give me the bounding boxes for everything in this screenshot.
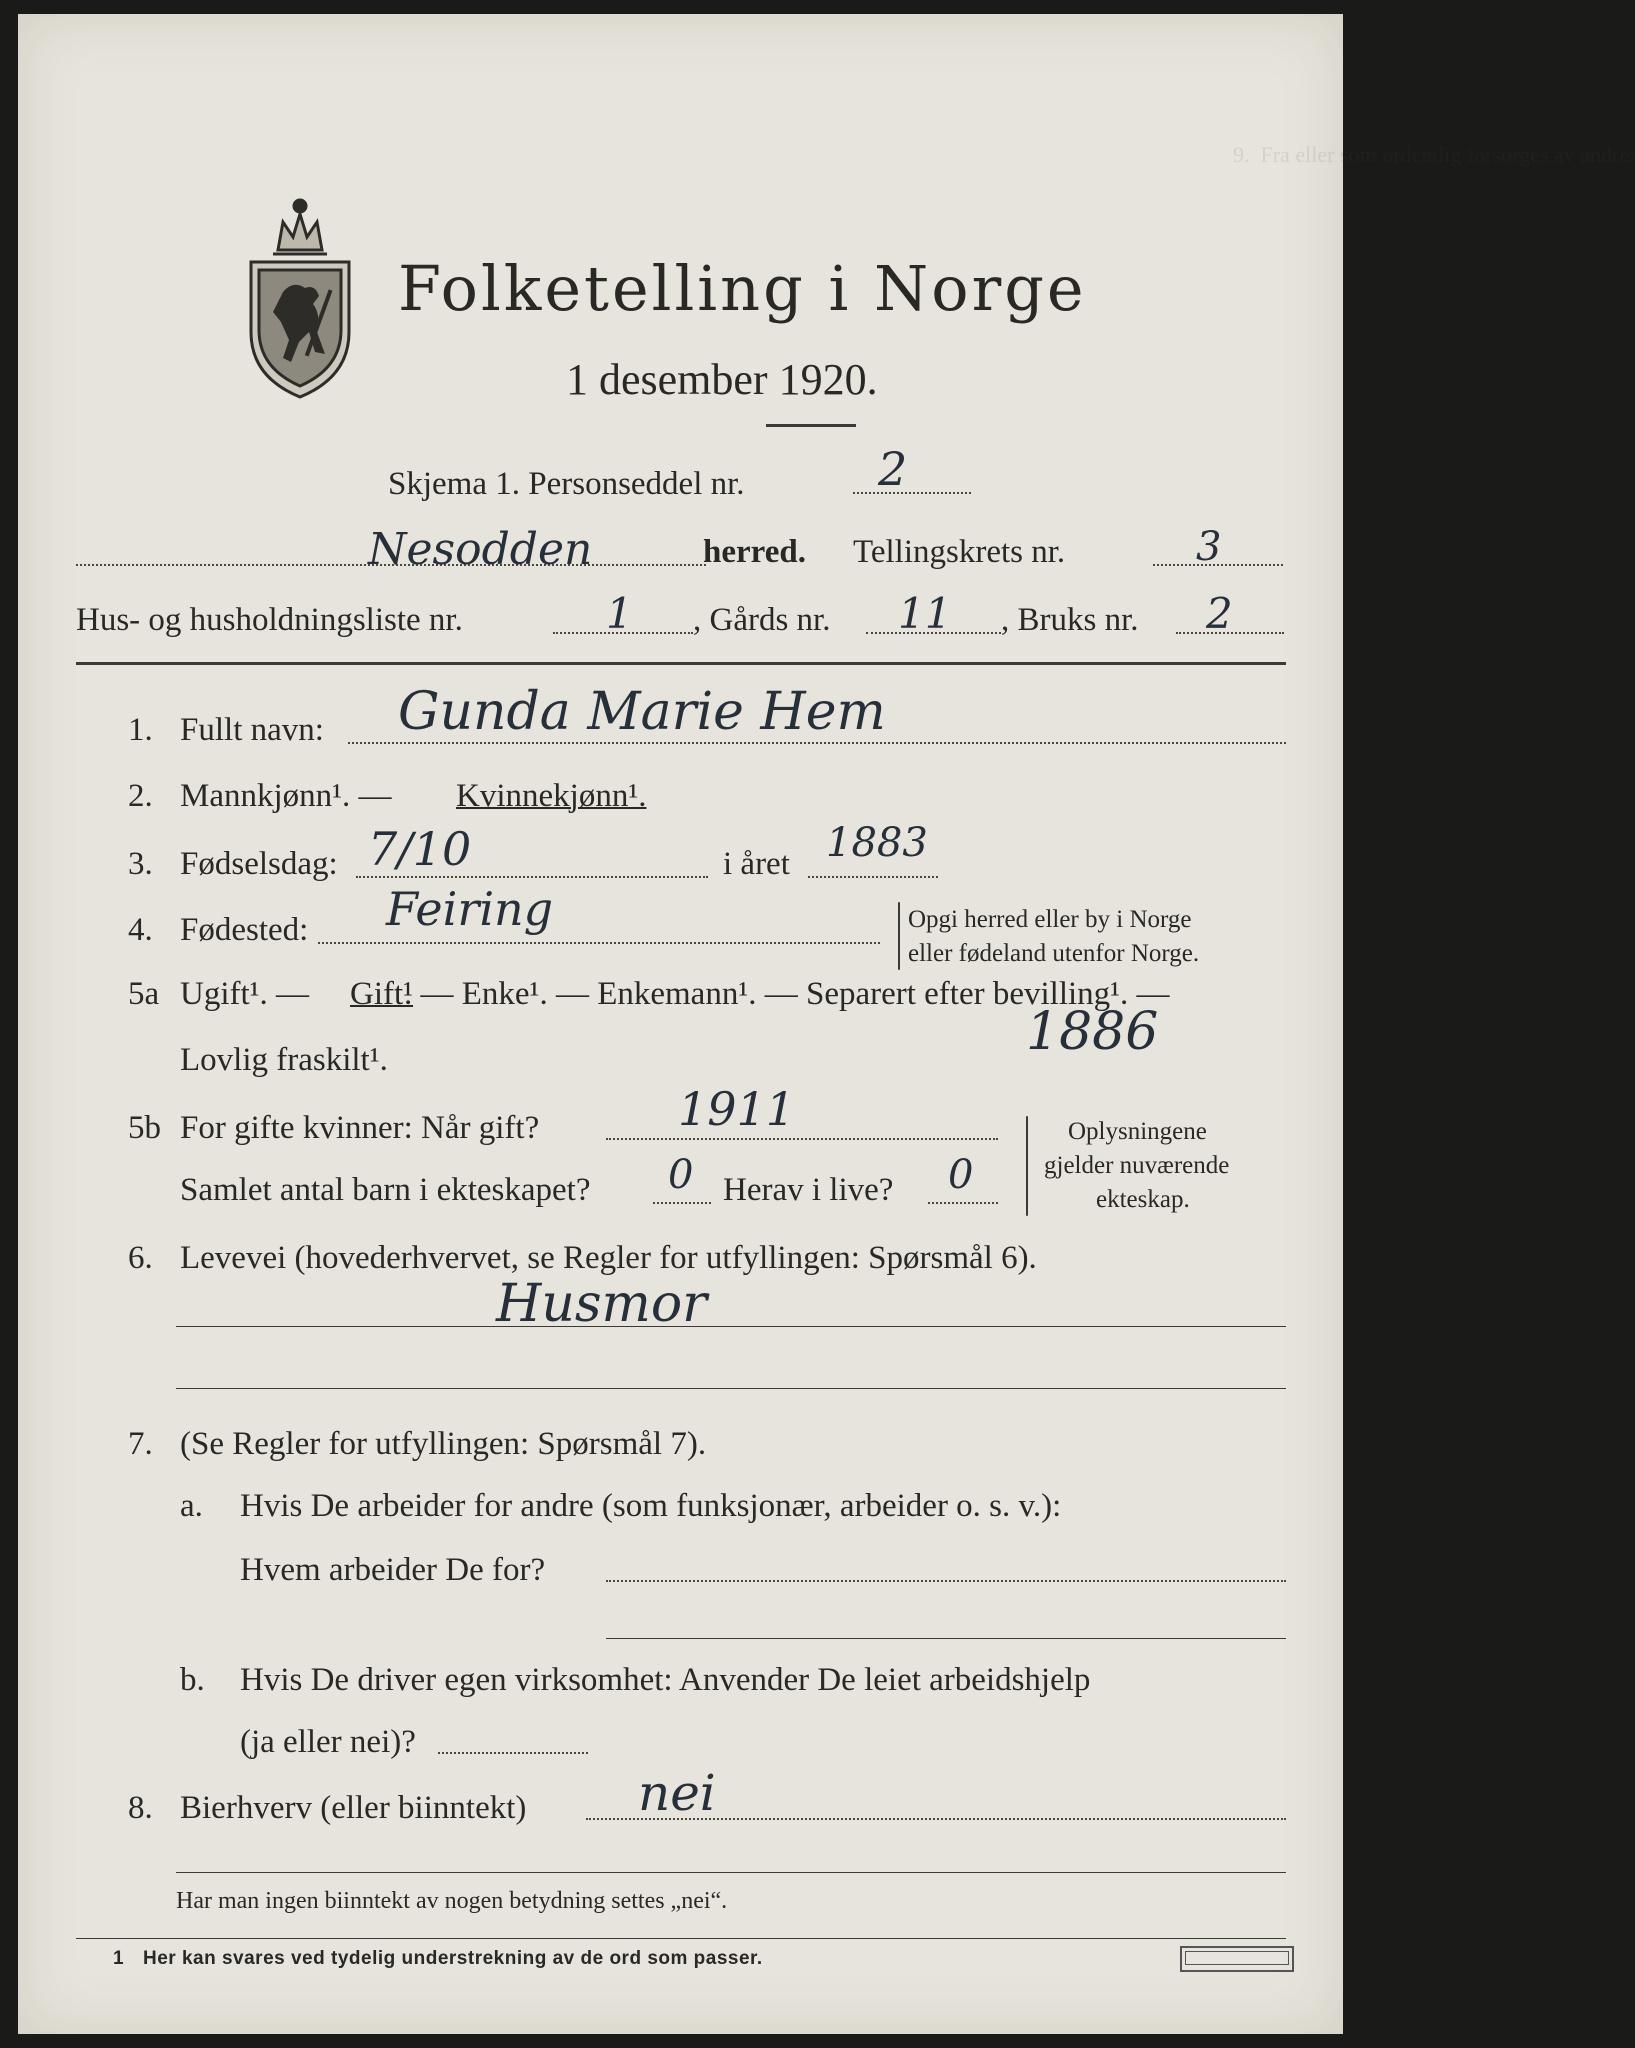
full-name-value[interactable]: Gunda Marie Hem [398,682,886,742]
q7b-label: Hvis De driver egen virksomhet: Anvender De leiet arbeidshjelp [240,1662,1091,1698]
q2-male-option: Mannkjønn¹. — [180,778,392,814]
birthday-value[interactable]: 7/10 [368,822,472,876]
hus-label: Hus- og husholdningsliste nr. [76,602,463,638]
q5a-number: 5a [128,976,160,1012]
bleed-through-text: 9. Fra eller som ordentlig forsørges av andre: [1233,142,1635,167]
bruks-label: , Bruks nr. [1001,602,1139,638]
q7b-sub-label: (ja eller nei)? [240,1724,416,1760]
alive-label: Herav i live? [723,1172,894,1208]
q6-number: 6. [128,1240,153,1276]
title-divider [766,424,856,427]
marriage-note-line3: ekteskap. [1096,1186,1190,1213]
personseddel-number[interactable]: 2 [878,442,908,496]
birthplace-value[interactable]: Feiring [386,882,554,936]
q1-number: 1. [128,712,153,748]
census-form-page [18,14,1635,2034]
birthplace-field-line [318,942,880,944]
occupation-line-1 [176,1326,1286,1327]
full-name-field-line [348,742,1286,744]
q7a-label: Hvis De arbeider for andre (som funksjonær, arbeider o. s. v.): [240,1488,1062,1524]
children-field-line [653,1202,711,1204]
q7-number: 7. [128,1426,153,1462]
q7-label: (Se Regler for utfyllingen: Spørsmål 7). [180,1426,707,1462]
birth-year-value[interactable]: 1883 [826,820,928,866]
coat-of-arms-icon [233,192,368,402]
q7a-letter: a. [180,1488,203,1524]
herred-value[interactable]: Nesodden [368,524,593,575]
q3-number: 3. [128,846,153,882]
employer-field-line[interactable] [606,1580,1286,1582]
birthplace-note-line1: Opgi herred eller by i Norge [908,906,1192,933]
bruks-value[interactable]: 2 [1206,589,1233,638]
no-income-note: Har man ingen biinntekt av nogen betydning settes „nei“. [176,1888,728,1914]
q8-label: Bierhverv (eller biinntekt) [180,1790,527,1826]
q5b-number: 5b [128,1110,161,1146]
form-title: Folketelling i Norge [398,252,1087,325]
gards-label: , Gårds nr. [693,602,831,638]
alive-value[interactable]: 0 [948,1152,974,1198]
marriage-year-margin-note: 1886 [1026,1002,1159,1062]
q5a-other-options: . — Enke¹. — Enkemann¹. — Separert efter bevilling¹. — [404,976,1170,1012]
schema-label: Skjema 1. Personseddel nr. [388,466,745,502]
gards-value[interactable]: 11 [898,589,952,638]
hus-value[interactable]: 1 [606,589,633,638]
occupation-value[interactable]: Husmor [496,1274,707,1334]
birthplace-note-line2: eller fødeland utenfor Norge. [908,940,1200,967]
q8-number: 8. [128,1790,153,1826]
children-value[interactable]: 0 [668,1152,694,1198]
married-year-value[interactable]: 1911 [678,1082,796,1136]
q5a-married-option[interactable]: Gift¹ [350,976,414,1012]
marriage-note-line1: Oplysningene [1068,1118,1207,1145]
q2-number: 2. [128,778,153,814]
employer-line-2 [606,1638,1286,1639]
q5a-divorced-option: Lovlig fraskilt¹. [180,1042,388,1078]
tellingskrets-value[interactable]: 3 [1196,524,1222,570]
personseddel-field-line [853,492,971,494]
printer-stamp [1180,1946,1294,1972]
header-divider [76,662,1286,665]
footnote-mark: 1 [113,1948,125,1969]
side-income-value[interactable]: nei [638,1764,716,1822]
q5a-unmarried-option: Ugift¹. — [180,976,310,1012]
marriage-note-line2: gjelder nuværende [1044,1152,1230,1179]
q4-label: Fødested: [180,912,309,948]
q7a-employer-label: Hvem arbeider De for? [240,1552,546,1588]
q2-female-option[interactable]: Kvinnekjønn¹. [456,778,647,814]
children-label: Samlet antal barn i ekteskapet? [180,1172,591,1208]
q7b-letter: b. [180,1662,205,1698]
tellingskrets-label: Tellingskrets nr. [853,534,1066,570]
footnote-text: Her kan svares ved tydelig understrekning av de ord som passer. [143,1948,763,1969]
hired-help-field-line[interactable] [438,1752,588,1754]
q6-label: Levevei (hovederhvervet, se Regler for utfyllingen: Spørsmål 6). [180,1240,1037,1276]
birthplace-note-brace [898,902,900,970]
q4-number: 4. [128,912,153,948]
q3-label: Fødselsdag: [180,846,338,882]
q1-label: Fullt navn: [180,712,324,748]
alive-field-line [928,1202,998,1204]
year-field-line [808,876,938,878]
married-when-field-line [606,1138,998,1140]
census-date: 1 desember 1920. [566,355,878,404]
year-label: i året [723,846,790,882]
footnote-divider [76,1938,1286,1939]
side-income-line-2 [176,1872,1286,1873]
birthday-field-line [356,876,708,878]
marriage-note-brace [1026,1116,1028,1216]
occupation-line-2 [176,1388,1286,1389]
herred-label: herred. [703,534,806,570]
q5b-label: For gifte kvinner: Når gift? [180,1110,540,1146]
